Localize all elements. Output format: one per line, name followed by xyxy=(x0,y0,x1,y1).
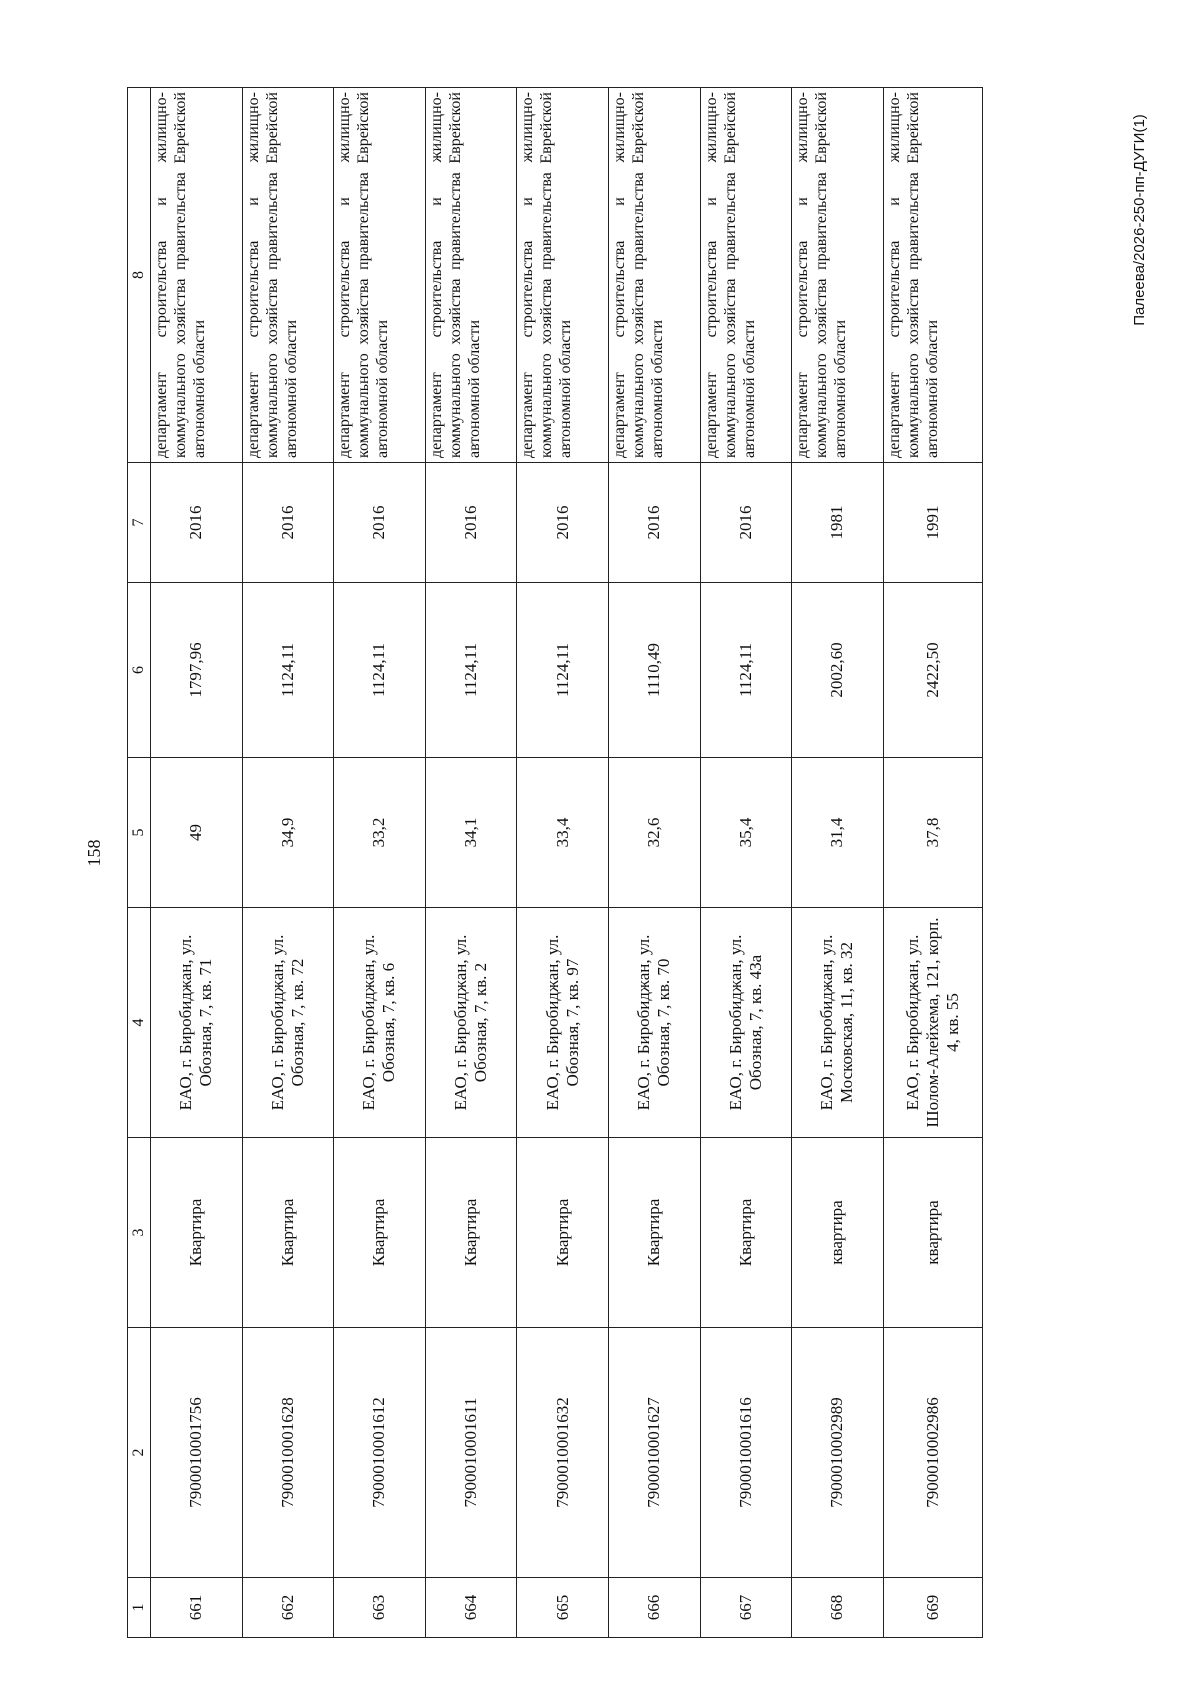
value: 2422,50 xyxy=(883,583,982,758)
value: 1124,11 xyxy=(242,583,334,758)
object-type: квартира xyxy=(883,1138,982,1328)
page-number: 158 xyxy=(84,839,104,867)
row-number: 669 xyxy=(883,1578,982,1638)
table-row xyxy=(792,88,884,1638)
year: 2016 xyxy=(425,463,517,583)
value: 1110,49 xyxy=(608,583,700,758)
area: 34,1 xyxy=(425,758,517,908)
object-type: Квартира xyxy=(425,1138,517,1328)
table-row xyxy=(608,88,700,1638)
object-type: Квартира xyxy=(517,1138,609,1328)
year: 1981 xyxy=(792,463,884,583)
cadastral-number: 7900010002989 xyxy=(792,1328,884,1578)
row-number: 665 xyxy=(517,1578,609,1638)
holder: департамент строительства и жилищно-коммунального хозяйства правительства Еврейской автономной области xyxy=(608,88,700,463)
registry-table-container xyxy=(127,88,983,1638)
year: 2016 xyxy=(334,463,426,583)
column-header: 1 xyxy=(128,1578,151,1638)
cadastral-number: 7900010001627 xyxy=(608,1328,700,1578)
area: 37,8 xyxy=(883,758,982,908)
cadastral-number: 7900010001616 xyxy=(700,1328,792,1578)
year: 2016 xyxy=(517,463,609,583)
table-row xyxy=(700,88,792,1638)
column-header: 6 xyxy=(128,583,151,758)
address: ЕАО, г. Биробиджан, ул. Обозная, 7, кв. 72 xyxy=(242,908,334,1138)
value: 1124,11 xyxy=(517,583,609,758)
object-type: Квартира xyxy=(334,1138,426,1328)
table-header-row xyxy=(128,88,151,1638)
address: ЕАО, г. Биробиджан, ул. Обозная, 7, кв. 6 xyxy=(334,908,426,1138)
row-number: 666 xyxy=(608,1578,700,1638)
object-type: Квартира xyxy=(608,1138,700,1328)
address: ЕАО, г. Биробиджан, ул. Обозная, 7, кв. 70 xyxy=(608,908,700,1138)
holder: департамент строительства и жилищно-коммунального хозяйства правительства Еврейской автономной области xyxy=(242,88,334,463)
area: 33,4 xyxy=(517,758,609,908)
column-header: 3 xyxy=(128,1138,151,1328)
value: 1124,11 xyxy=(334,583,426,758)
table-row xyxy=(334,88,426,1638)
table-row xyxy=(242,88,334,1638)
year: 1991 xyxy=(883,463,982,583)
table-row xyxy=(517,88,609,1638)
holder: департамент строительства и жилищно-коммунального хозяйства правительства Еврейской автономной области xyxy=(700,88,792,463)
cadastral-number: 7900010001611 xyxy=(425,1328,517,1578)
table-row xyxy=(425,88,517,1638)
year: 2016 xyxy=(151,463,243,583)
cadastral-number: 7900010002986 xyxy=(883,1328,982,1578)
table-row xyxy=(151,88,243,1638)
column-header: 7 xyxy=(128,463,151,583)
cadastral-number: 7900010001612 xyxy=(334,1328,426,1578)
address: ЕАО, г. Биробиджан, ул. Обозная, 7, кв. 71 xyxy=(151,908,243,1138)
area: 49 xyxy=(151,758,243,908)
area: 32,6 xyxy=(608,758,700,908)
area: 31,4 xyxy=(792,758,884,908)
object-type: Квартира xyxy=(151,1138,243,1328)
address: ЕАО, г. Биробиджан, ул. Московская, 11, кв. 32 xyxy=(792,908,884,1138)
registry-table xyxy=(127,87,983,1638)
object-type: квартира xyxy=(792,1138,884,1328)
address: ЕАО, г. Биробиджан, ул. Обозная, 7, кв. 97 xyxy=(517,908,609,1138)
holder: департамент строительства и жилищно-коммунального хозяйства правительства Еврейской автономной области xyxy=(334,88,426,463)
column-header: 5 xyxy=(128,758,151,908)
cadastral-number: 7900010001632 xyxy=(517,1328,609,1578)
document-footer-id: Палеева/2026-250-пп-ДУГИ(1) xyxy=(1131,114,1148,326)
address: ЕАО, г. Биробиджан, ул. Обозная, 7, кв. 43а xyxy=(700,908,792,1138)
row-number: 664 xyxy=(425,1578,517,1638)
value: 1124,11 xyxy=(425,583,517,758)
column-header: 2 xyxy=(128,1328,151,1578)
area: 34,9 xyxy=(242,758,334,908)
value: 2002,60 xyxy=(792,583,884,758)
year: 2016 xyxy=(608,463,700,583)
area: 35,4 xyxy=(700,758,792,908)
year: 2016 xyxy=(242,463,334,583)
row-number: 661 xyxy=(151,1578,243,1638)
holder: департамент строительства и жилищно-коммунального хозяйства правительства Еврейской автономной области xyxy=(517,88,609,463)
row-number: 668 xyxy=(792,1578,884,1638)
value: 1124,11 xyxy=(700,583,792,758)
column-header: 8 xyxy=(128,88,151,463)
holder: департамент строительства и жилищно-коммунального хозяйства правительства Еврейской автономной области xyxy=(151,88,243,463)
column-header: 4 xyxy=(128,908,151,1138)
object-type: Квартира xyxy=(700,1138,792,1328)
area: 33,2 xyxy=(334,758,426,908)
value: 1797,96 xyxy=(151,583,243,758)
year: 2016 xyxy=(700,463,792,583)
holder: департамент строительства и жилищно-коммунального хозяйства правительства Еврейской автономной области xyxy=(883,88,982,463)
holder: департамент строительства и жилищно-коммунального хозяйства правительства Еврейской автономной области xyxy=(425,88,517,463)
holder: департамент строительства и жилищно-коммунального хозяйства правительства Еврейской автономной области xyxy=(792,88,884,463)
object-type: Квартира xyxy=(242,1138,334,1328)
cadastral-number: 7900010001756 xyxy=(151,1328,243,1578)
table-row xyxy=(883,88,982,1638)
address: ЕАО, г. Биробиджан, ул. Шолом-Алейхема, 121, корп. 4, кв. 55 xyxy=(883,908,982,1138)
row-number: 667 xyxy=(700,1578,792,1638)
row-number: 663 xyxy=(334,1578,426,1638)
row-number: 662 xyxy=(242,1578,334,1638)
cadastral-number: 7900010001628 xyxy=(242,1328,334,1578)
address: ЕАО, г. Биробиджан, ул. Обозная, 7, кв. 2 xyxy=(425,908,517,1138)
